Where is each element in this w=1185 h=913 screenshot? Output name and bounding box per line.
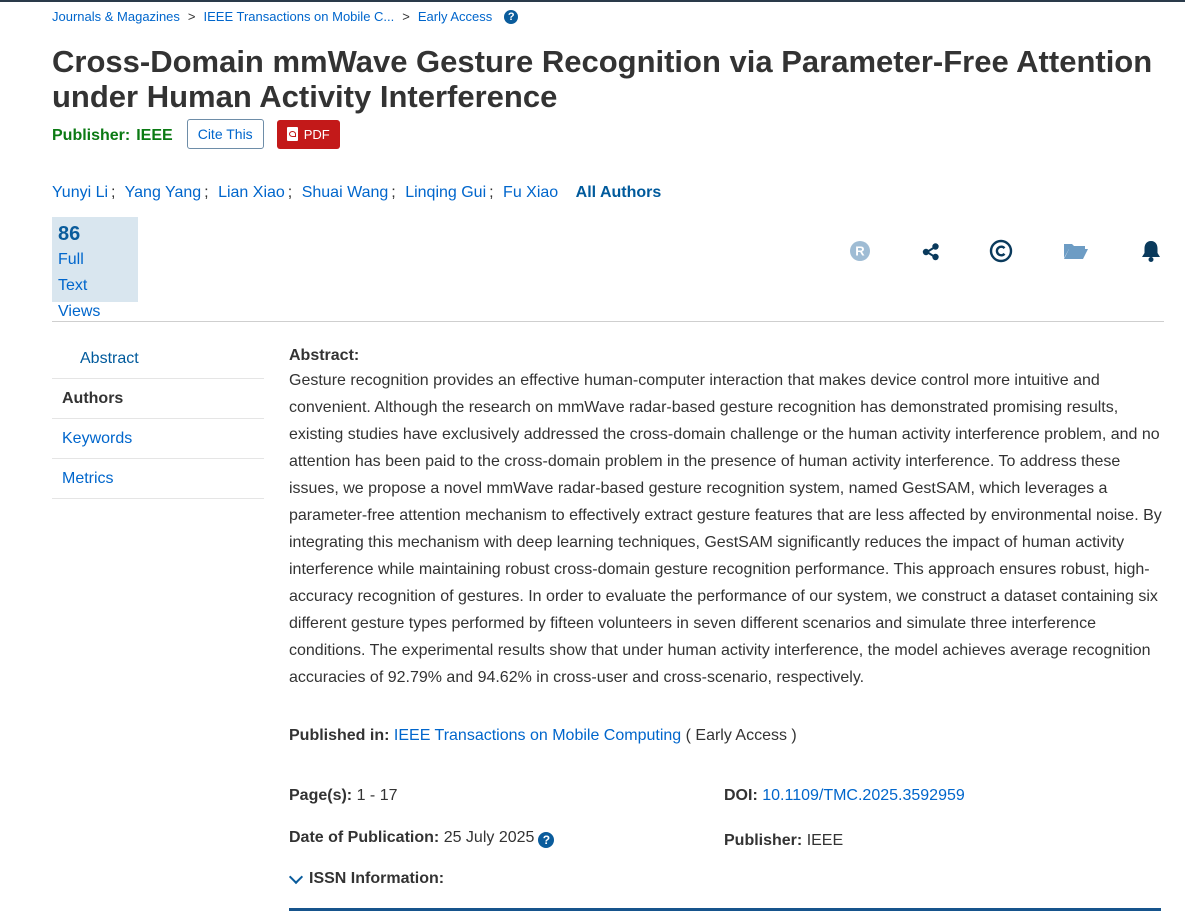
section-nav-keywords[interactable]: Keywords [52, 419, 264, 459]
issn-label: ISSN Information: [309, 870, 445, 887]
published-in-status: ( Early Access ) [685, 727, 797, 744]
breadcrumb-journal[interactable]: IEEE Transactions on Mobile C... [203, 9, 395, 24]
header-divider [52, 321, 1164, 322]
author-link[interactable]: Fu Xiao [503, 184, 559, 201]
breadcrumb [52, 9, 518, 24]
help-icon[interactable]: ? [538, 832, 554, 848]
pdf-icon [287, 127, 298, 141]
copyright-icon[interactable] [986, 236, 1016, 266]
publisher [52, 127, 173, 145]
help-icon[interactable]: ? [504, 10, 518, 24]
author-separator: ; [391, 184, 396, 201]
cite-this-button[interactable]: Cite This [187, 119, 264, 149]
breadcrumb-early-access[interactable]: Early Access [417, 9, 493, 24]
rights-icon[interactable] [845, 236, 875, 266]
date-label: Date of Publication: [289, 829, 440, 846]
pages-info [289, 787, 398, 805]
doi-info [724, 787, 965, 805]
section-nav-abstract[interactable]: Abstract [52, 339, 264, 379]
published-in-label: Published in: [289, 727, 390, 744]
author-link[interactable]: Linqing Gui [405, 184, 487, 201]
breadcrumb-journals[interactable]: Journals & Magazines [52, 9, 180, 24]
doi-label: DOI: [724, 787, 758, 804]
full-text-views-label-line2: Text Views [58, 277, 101, 320]
full-text-views-badge[interactable] [52, 217, 138, 320]
author-separator: ; [204, 184, 209, 201]
pdf-button-label: PDF [303, 126, 330, 142]
publisher-info [724, 832, 843, 850]
svg-text:R: R [855, 243, 865, 259]
publisher-row [52, 119, 340, 149]
full-text-views-count: 86 [58, 223, 81, 245]
chevron-down-icon [289, 869, 303, 883]
abstract-heading: Abstract: [289, 347, 360, 364]
author-link[interactable]: Yang Yang [124, 184, 202, 201]
bell-icon[interactable] [1136, 236, 1166, 266]
author-link[interactable]: Yunyi Li [52, 184, 109, 201]
publisher-detail-value: IEEE [806, 832, 844, 849]
publication-date-info [289, 829, 554, 848]
section-nav [52, 339, 264, 499]
publisher-label: Publisher: [52, 127, 131, 144]
publisher-detail-label: Publisher: [724, 832, 803, 849]
full-text-views-label-line1: Full [58, 251, 84, 268]
abstract-section [289, 345, 1167, 691]
author-list [52, 184, 661, 202]
author-separator: ; [111, 184, 116, 201]
section-divider [289, 908, 1161, 911]
published-in [289, 727, 797, 745]
page-title: Cross-Domain mmWave Gesture Recognition via Parameter-Free Attention under Human Activity Interference [52, 44, 1153, 114]
top-border [0, 0, 1185, 2]
date-value: 25 July 2025 [443, 829, 535, 846]
abstract-text: Gesture recognition provides an effective human-computer interaction that makes device control more intuitive and convenient. Although the research on mmWave radar-based gesture recognition has demonstrated promising results, existing studies have exclusively addressed the cross-domain challenge or the human activity interference problem, and no attention has been paid to the cross-domain problem in the presence of human activity interference. To address these issues, we propose a novel mmWave radar-based gesture recognition system, named GestSAM, which leverages a parameter-free attention mechanism to effectively extract gesture features that are less affected by environmental noise. By integrating this mechanism with deep learning techniques, GestSAM significantly reduces the impact of human activity interference while maintaining robust cross-domain gesture recognition performance. This approach ensures robust, high-accuracy recognition of gestures. In order to evaluate the performance of our system, we construct a dataset containing six different gesture types performed by fifteen volunteers in seven different scenarios and simulate three interference conditions. The experimental results show that under human activity interference, the model achieves average recognition accuracies of 92.79% and 94.62% in cross-user and cross-scenario, respectively. [289, 372, 1162, 686]
all-authors-link[interactable]: All Authors [575, 184, 662, 201]
pages-value: 1 - 17 [356, 787, 398, 804]
author-link[interactable]: Shuai Wang [301, 184, 389, 201]
pdf-button[interactable] [277, 120, 340, 149]
issn-toggle[interactable] [289, 870, 444, 888]
author-separator: ; [489, 184, 494, 201]
share-icon[interactable] [916, 236, 946, 266]
pages-label: Page(s): [289, 787, 353, 804]
author-separator: ; [287, 184, 293, 201]
breadcrumb-separator: > [402, 9, 410, 24]
folder-icon[interactable] [1061, 236, 1091, 266]
published-in-journal-link[interactable]: IEEE Transactions on Mobile Computing [393, 727, 682, 744]
breadcrumb-separator: > [187, 9, 196, 24]
publisher-value: IEEE [136, 127, 173, 144]
section-nav-authors[interactable]: Authors [52, 379, 264, 419]
doi-link[interactable]: 10.1109/TMC.2025.3592959 [762, 787, 965, 804]
section-nav-metrics[interactable]: Metrics [52, 459, 264, 499]
author-link[interactable]: Lian Xiao [218, 184, 285, 201]
